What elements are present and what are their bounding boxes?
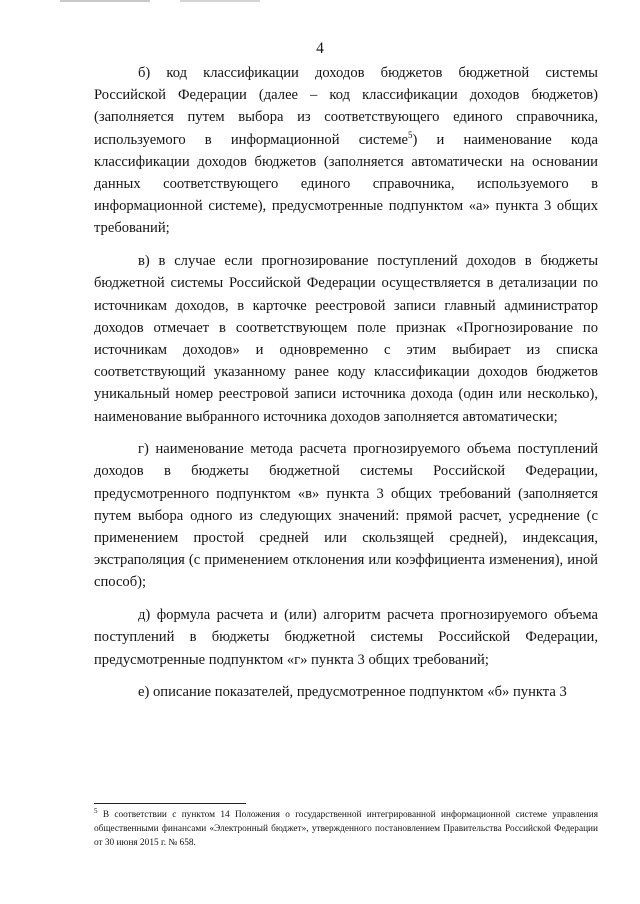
paragraph-b-text-end: ) и наименование кода классификации доходов бюджетов (заполняется автоматически на основании данных соответствующего единого справочника, используемого в информационной системе), предусмотренные подпунктом «а» пункта 3 общих требований; <box>94 131 598 237</box>
paragraph-b <box>94 62 598 240</box>
scan-edge-marks <box>0 0 640 2</box>
paragraph-d: д) формула расчета и (или) алгоритм расчета прогнозируемого объема поступлений в бюджеты бюджетной системы Российской Федерации, предусмотренные подпунктом «г» пункта 3 общих требований; <box>94 607 598 668</box>
footnote-reference: 5 <box>408 129 413 140</box>
footnote-text <box>94 808 598 850</box>
paragraph-b-text-start: б) код классификации доходов бюджетов бюджетной системы Российской Федерации (далее – код классификации доходов бюджетов) (заполняется путем выбора из соответствующего единого справочника, используемого в информационной системе <box>94 65 598 148</box>
footnote-marker: 5 <box>94 806 98 815</box>
document-body <box>94 62 598 714</box>
footnote-separator <box>94 803 246 804</box>
paragraph-g: г) наименование метода расчета прогнозируемого объема поступлений доходов в бюджеты бюджетной системы Российской Федерации, предусмотренного подпунктом «в» пункта 3 общих требований (заполняется путем выбора одного из следующих значений: прямой расчет, усреднение (с применением простой средней или скользящей средней), индексация, экстраполяция (с применением отклонения или коэффициента изменения), иной способ); <box>94 441 598 591</box>
paragraph-e: е) описание показателей, предусмотренное подпунктом «б» пункта 3 <box>138 684 567 701</box>
footnote-body: В соответствии с пунктом 14 Положения о государственной интегрированной информационной системе управления общественными финансами «Электронный бюджет», утвержденного постановлением Правительства Российской Федерации от 30 июня 2015 г. № 658. <box>94 810 598 848</box>
page-number: 4 <box>316 40 324 57</box>
paragraph-v: в) в случае если прогнозирование поступлений доходов в бюджеты бюджетной системы Российской Федерации осуществляется в детализации по источникам доходов, в карточке реестровой записи главный администратор доходов отмечает в соответствующем поле признак «Прогнозирование по источникам доходов» и одновременно с этим выбирает из списка соответствующий указанному ранее коду классификации доходов бюджетов уникальный номер реестровой записи источника дохода (один или несколько), наименование выбранного источника доходов заполняется автоматически; <box>94 253 598 425</box>
footnote <box>94 808 598 850</box>
